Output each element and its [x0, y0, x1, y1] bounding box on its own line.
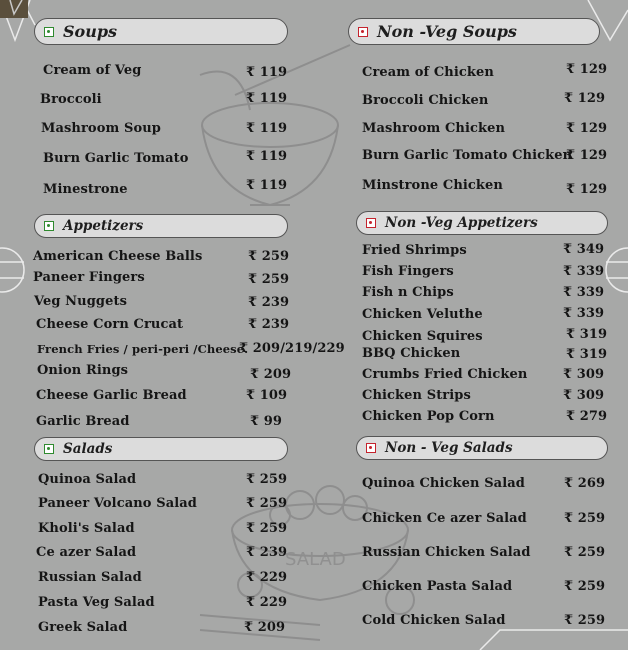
menu-item-price: ₹ 319	[566, 327, 608, 342]
menu-item-price: ₹ 129	[564, 91, 606, 106]
menu-item-price: ₹ 109	[246, 388, 288, 403]
section-title: Non -Veg Soups	[377, 22, 517, 41]
section-header-nonveg-salads	[356, 436, 608, 460]
section-title: Non -Veg Appetizers	[385, 215, 538, 231]
menu-item-name: BBQ Chicken	[362, 346, 461, 361]
menu-item-price: ₹ 239	[246, 545, 288, 560]
menu-item-name: Ce azer Salad	[36, 545, 137, 560]
menu-item-name: Veg Nuggets	[34, 294, 127, 309]
section-title: Non - Veg Salads	[385, 440, 513, 456]
section-header-appetizers	[34, 214, 288, 238]
menu-item-name: Quinoa Salad	[38, 472, 137, 487]
section-header-nonveg-appetizers	[356, 211, 608, 235]
section-title: Appetizers	[63, 218, 144, 234]
menu-item-price: ₹ 349	[563, 242, 605, 257]
veg-mark-icon	[44, 444, 54, 454]
veg-mark-icon	[44, 221, 54, 231]
menu-item-price: ₹ 119	[246, 178, 288, 193]
menu-item-name: Chicken Pasta Salad	[362, 579, 513, 594]
menu-item-name: Onion Rings	[37, 363, 129, 378]
menu-item-price: ₹ 129	[566, 148, 608, 163]
menu-item-name: Fish Fingers	[362, 264, 454, 279]
menu-item-name: Minestrone	[43, 182, 128, 197]
menu-item-name: Cold Chicken Salad	[362, 613, 506, 628]
menu-item-name: Pasta Veg Salad	[38, 595, 155, 610]
section-header-nonveg-soups	[348, 18, 600, 45]
menu-item-price: ₹ 229	[246, 595, 288, 610]
menu-item-name: Cheese Garlic Bread	[36, 388, 187, 403]
nonveg-mark-icon	[358, 27, 368, 37]
salad-bowl-sign: SALAD	[285, 549, 346, 570]
menu-item-price: ₹ 339	[563, 285, 605, 300]
menu-item-price: ₹ 319	[566, 347, 608, 362]
menu-item-price: ₹ 119	[246, 65, 288, 80]
menu-item-price: ₹ 99	[250, 414, 283, 429]
menu-item-name: Fried Shrimps	[362, 243, 467, 258]
menu-item-price: ₹ 259	[248, 249, 290, 264]
menu-item-price: ₹ 119	[246, 121, 288, 136]
menu-item-price: ₹ 129	[566, 62, 608, 77]
menu-item-name: Garlic Bread	[36, 414, 130, 429]
menu-item-name: Paneer Volcano Salad	[38, 496, 197, 511]
menu-item-price: ₹ 309	[563, 388, 605, 403]
menu-item-name: Broccoli	[40, 92, 102, 107]
menu-item-price: ₹ 209	[244, 620, 286, 635]
menu-item-price: ₹ 259	[564, 545, 606, 560]
menu-item-price: ₹ 259	[564, 511, 606, 526]
menu-item-price: ₹ 209/219/229	[239, 341, 345, 356]
menu-item-price: ₹ 129	[566, 182, 608, 197]
menu-item-name: Paneer Fingers	[33, 270, 145, 285]
menu-item-name: Kholi's Salad	[38, 521, 135, 536]
menu-item-name: Fish n Chips	[362, 285, 454, 300]
menu-item-name: Minstrone Chicken	[362, 178, 503, 193]
menu-item-name: American Cheese Balls	[33, 249, 203, 264]
menu-item-price: ₹ 259	[248, 272, 290, 287]
menu-item-name: Chicken Ce azer Salad	[362, 511, 527, 526]
menu-item-price: ₹ 259	[246, 496, 288, 511]
menu-item-name: Russian Chicken Salad	[362, 545, 531, 560]
menu-item-price: ₹ 229	[246, 570, 288, 585]
menu-item-name: Cream of Veg	[43, 63, 142, 78]
menu-item-name: Mashroom Chicken	[362, 121, 506, 136]
menu-item-name: Crumbs Fried Chicken	[362, 367, 528, 382]
menu-item-price: ₹ 119	[246, 91, 288, 106]
menu-item-name: Russian Salad	[38, 570, 142, 585]
section-header-soups	[34, 18, 288, 45]
menu-item-name: Burn Garlic Tomato Chicken	[362, 148, 573, 163]
section-title: Soups	[63, 22, 118, 41]
menu-item-price: ₹ 239	[248, 295, 290, 310]
menu-item-name: Burn Garlic Tomato	[43, 151, 189, 166]
veg-mark-icon	[44, 27, 54, 37]
menu-item-name: Chicken Strips	[362, 388, 471, 403]
menu-item-name: Quinoa Chicken Salad	[362, 476, 525, 491]
menu-item-name: Cream of Chicken	[362, 65, 494, 80]
menu-item-name: Cheese Corn Crucat	[36, 317, 184, 332]
menu-item-name: Greek Salad	[38, 620, 128, 635]
menu-item-price: ₹ 279	[566, 409, 608, 424]
menu-item-price: ₹ 119	[246, 149, 288, 164]
section-title: Salads	[63, 441, 113, 457]
menu-item-price: ₹ 259	[564, 613, 606, 628]
menu-item-price: ₹ 259	[246, 521, 288, 536]
menu-item-price: ₹ 309	[563, 367, 605, 382]
menu-item-name: Chicken Veluthe	[362, 307, 483, 322]
section-header-salads	[34, 437, 288, 461]
menu-item-price: ₹ 259	[564, 579, 606, 594]
nonveg-mark-icon	[366, 443, 376, 453]
menu-item-name: Chicken Squires	[362, 329, 483, 344]
menu-item-name: Chicken Pop Corn	[362, 409, 495, 424]
menu-item-price: ₹ 209	[250, 367, 292, 382]
menu-item-price: ₹ 269	[564, 476, 606, 491]
menu-item-price: ₹ 239	[248, 317, 290, 332]
menu-item-price: ₹ 339	[563, 264, 605, 279]
nonveg-mark-icon	[366, 218, 376, 228]
menu-item-name: Mashroom Soup	[41, 121, 161, 136]
menu-item-name: Broccoli Chicken	[362, 93, 489, 108]
menu-item-price: ₹ 339	[563, 306, 605, 321]
menu-item-name: French Fries / peri-peri /Cheese.	[37, 342, 249, 356]
menu-item-price: ₹ 129	[566, 121, 608, 136]
menu-item-price: ₹ 259	[246, 472, 288, 487]
